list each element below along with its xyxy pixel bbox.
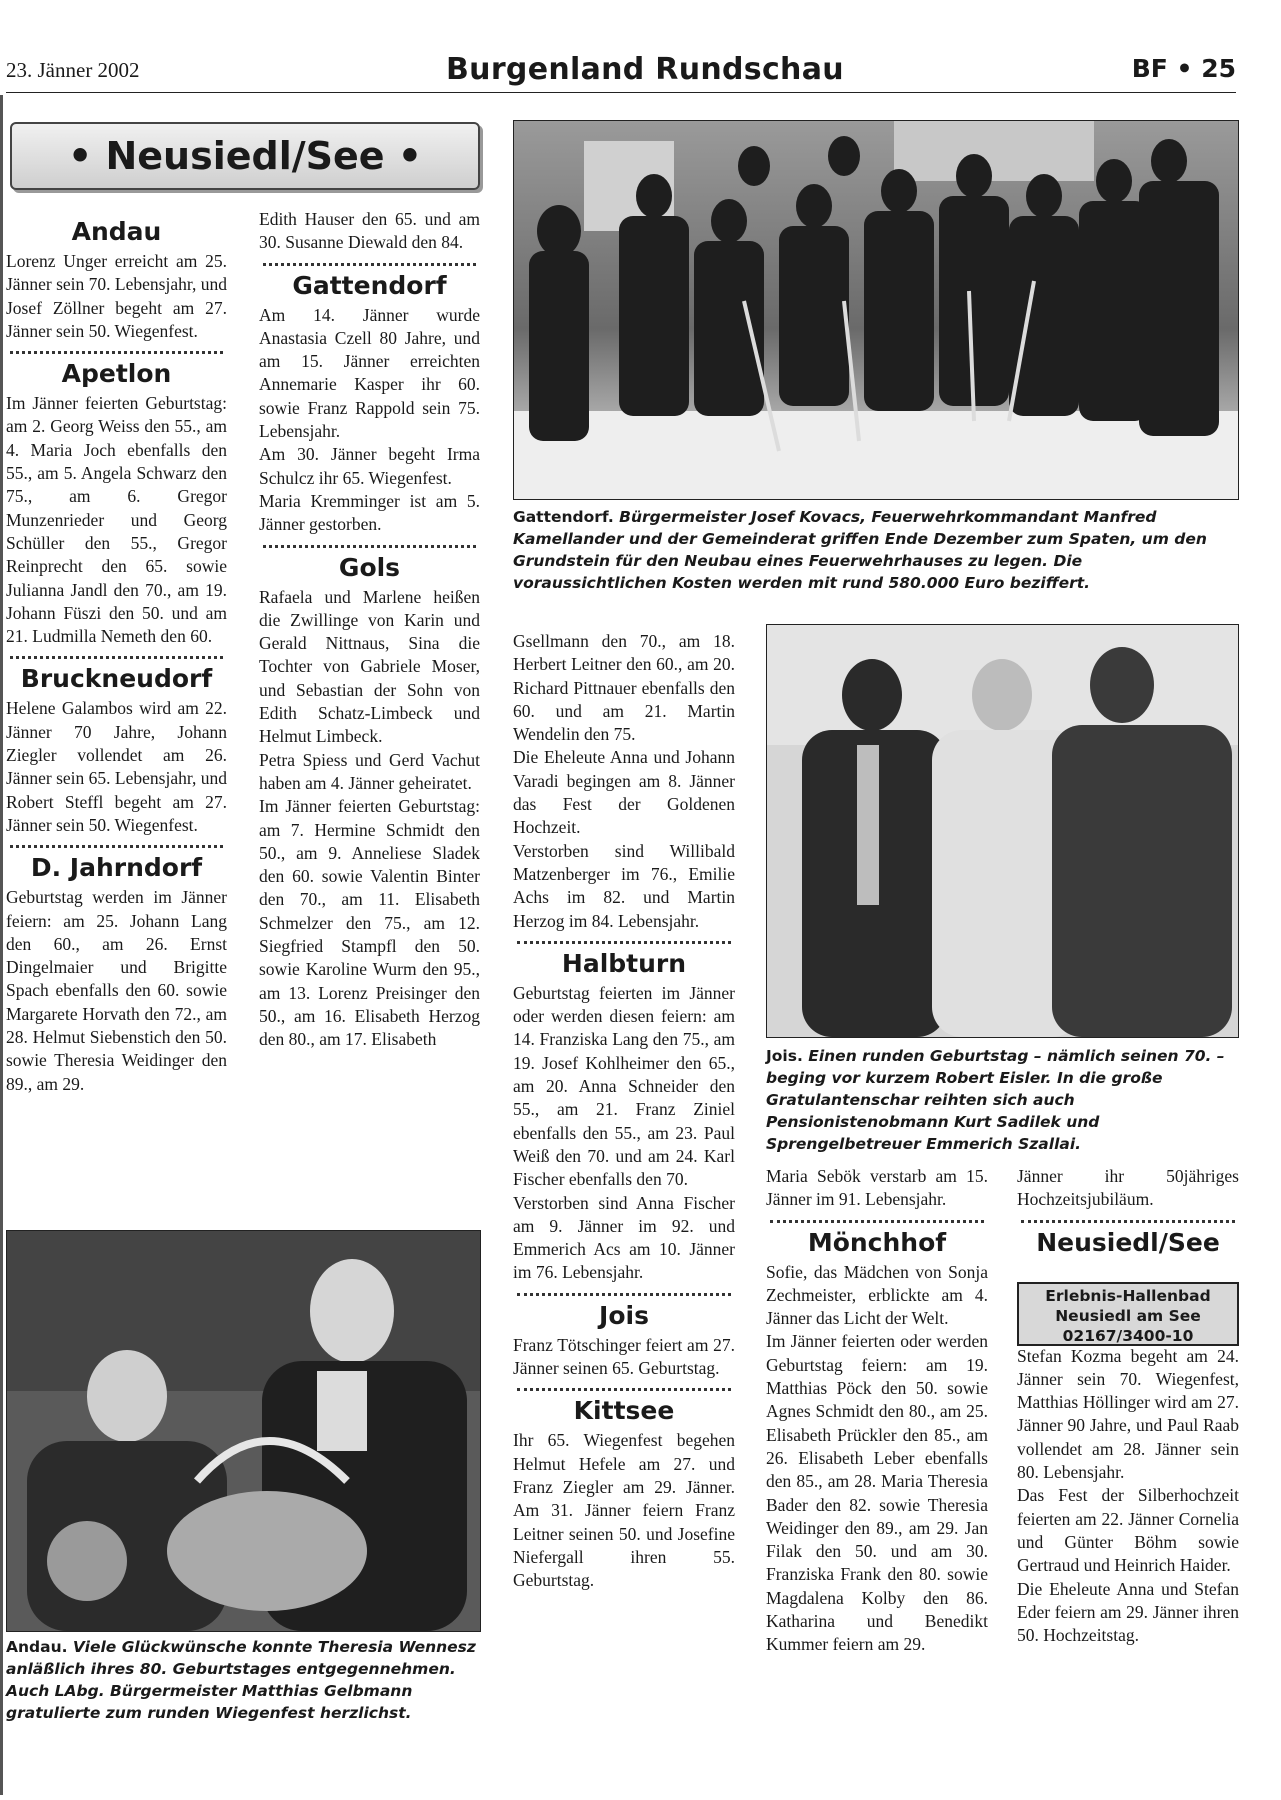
photo-andau — [6, 1230, 481, 1632]
newspaper-title: Burgenland Rundschau — [446, 52, 844, 87]
article-paragraph: Stefan Kozma begeht am 24. Jänner sein 70. Wiegenfest, Matthias Höllinger wird am 27. Jänner 90 Jahre, und Paul Raab vollendet am 28. Jänner sein 80. Lebensjahr. — [1017, 1345, 1239, 1483]
page-number: BF • 25 — [1131, 54, 1236, 83]
article-paragraph: Die Eheleute Anna und Johann Varadi begingen am 8. Jänner das Fest der Goldenen Hochzeit. — [513, 747, 735, 838]
article-paragraph: Geburtstag feierten im Jänner oder werden diesen feiern: am 14. Franziska Lang den 75., am 19. Josef Kohlheimer den 65., am 20. Anna Schneider den 55., am 21. Franz Ziniel ebenfalls den 55., am 23. Paul Weiß den 70. und am 24. Karl Fischer ebenfalls den 70. — [513, 982, 735, 1190]
article-paragraph: Im Jänner feierten Geburtstag: am 7. Hermine Schmidt den 50., am 9. Anneliese Sladek den 60. sowie Valentin Binter den 70., am 11. Elisabeth Schmelzer den 75., am 12. Siegfried Stampfl den 50. sowie Karoline Wurm den 95., am 13. Lorenz Preisinger den 50., am 16. Elisabeth Herzog den 80., am 17. Elisabeth — [259, 796, 480, 1050]
article-paragraph: Das Fest der Silberhochzeit feierten am 22. Jänner Cornelia und Günter Böhm sowie Gertraud und Heinrich Haider. — [1017, 1485, 1239, 1576]
article-paragraph: Verstorben sind Willibald Matzenberger im 76., Emilie Achs im 82. und Martin Herzog im 84. Lebensjahr. — [513, 840, 735, 931]
article-paragraph: Franz Tötschinger feiert am 27. Jänner seinen 65. Geburtstag. — [513, 1334, 735, 1379]
photo-jois — [766, 624, 1239, 1038]
column-4 — [766, 1165, 988, 1657]
ad-line-2: Neusiedl am See — [1055, 1307, 1201, 1325]
column-5 — [1017, 1165, 1239, 1647]
section-banner: • Neusiedl/See • — [10, 122, 480, 190]
article-paragraph: Lorenz Unger erreicht am 25. Jänner sein 70. Lebensjahr, und Josef Zöllner begeht am 27. Jänner sein 50. Wiegenfest. — [6, 251, 227, 341]
article-paragraph: Maria Sebök verstarb am 15. Jänner im 91. Lebensjahr. — [766, 1166, 988, 1210]
article-paragraph: Am 14. Jänner wurde Anastasia Czell 80 Jahre, und am 15. Jänner erreichten Annemarie Kasper ihr 60. sowie Franz Rappold sein 75. Lebensjahr. — [259, 304, 480, 442]
divider — [263, 545, 476, 548]
article-paragraph: Die Eheleute Anna und Stefan Eder feiern am 29. Jänner ihren 50. Hochzeitstag. — [1017, 1578, 1239, 1646]
divider — [10, 845, 223, 848]
article-paragraph: Helene Galambos wird am 22. Jänner 70 Jahre, Johann Ziegler vollendet am 26. Jänner sein 65. Lebensjahr, und Robert Steffl begeht am 27. Jänner sein 50. Wiegenfest. — [6, 698, 227, 835]
photo-gattendorf — [513, 120, 1239, 500]
article-paragraph: Sofie, das Mädchen von Sonja Zechmeister, erblickte am 4. Jänner das Licht der Welt. — [766, 1261, 988, 1329]
caption-jois — [766, 1045, 1238, 1155]
town-heading: Jois — [599, 1300, 649, 1330]
town-heading: Halbturn — [561, 948, 687, 978]
column-2 — [259, 208, 480, 1052]
article-paragraph: Verstorben sind Anna Fischer am 9. Jänner im 92. und Emmerich Acs am 10. Jänner im 76. Lebensjahr. — [513, 1192, 735, 1283]
town-heading: Mönchhof — [807, 1227, 947, 1257]
divider — [10, 656, 223, 659]
divider — [263, 263, 476, 266]
town-heading: D. Jahrndorf — [30, 853, 203, 883]
caption-jois-text: Einen runden Geburtstag – nämlich seinen 70. – beging vor kurzem Robert Eisler. In die große Gratulantenschar reihten sich auch Pensionistenobmann Kurt Sadilek und Sprengelbetreuer Emmerich Szallai. — [766, 1047, 1225, 1153]
article-paragraph: Maria Kremminger ist am 5. Jänner gestorben. — [259, 490, 480, 535]
caption-gattendorf-lead: Gattendorf. — [513, 508, 614, 526]
divider — [1021, 1220, 1235, 1223]
town-heading: Apetlon — [61, 359, 172, 389]
article-paragraph: Ihr 65. Wiegenfest begehen Helmut Hefele am 27. und Franz Ziegler am 29. Jänner. Am 31. Jänner feiern Franz Leitner seinen 50. und Josefine Niefergall ihren 55. Geburtstag. — [513, 1430, 735, 1591]
article-paragraph: Edith Hauser den 65. und am 30. Susanne Diewald den 84. — [259, 209, 480, 253]
article-paragraph: Im Jänner feierten Geburtstag: am 2. Georg Weiss den 55., am 4. Maria Joch ebenfalls den 55., am 5. Angela Schwarz den 75., am 6. Gregor Munzenrieder und Georg Schüller den 55., Gregor Reinprecht den 65. sowie Julianna Jandl den 70., am 19. Johann Füszi den 50. und am 21. Ludmilla Nemeth den 60. — [6, 393, 227, 647]
divider — [517, 941, 731, 944]
town-heading: Bruckneudorf — [20, 664, 213, 694]
page-edge — [0, 95, 3, 1795]
column-1 — [6, 214, 227, 1096]
town-heading: Andau — [71, 217, 162, 246]
town-heading-neusiedl: Neusiedl/See — [1036, 1227, 1220, 1257]
divider — [517, 1293, 731, 1296]
issue-date: 23. Jänner 2002 — [6, 58, 140, 82]
article-paragraph: Gsellmann den 70., am 18. Herbert Leitner den 60., am 20. Richard Pittnauer ebenfalls den 60. und am 21. Martin Wendelin den 75. — [513, 631, 735, 745]
column-3 — [513, 630, 735, 1592]
article-paragraph: Am 30. Jänner begeht Irma Schulcz ihr 65. Wiegenfest. — [259, 444, 480, 488]
article-paragraph: Im Jänner feierten oder werden Geburtstag feiern: am 19. Matthias Pöck den 50. sowie Agnes Schmidt den 80., am 25. Elisabeth Prückler den 85., am 26. Elisabeth Leber ebenfalls den 85., am 28. Maria Theresia Bader den 82. sowie Theresia Weidinger den 89., am 29. Jan Filak den 50. und am 30. Franziska Frank den 80. sowie Magdalena Kolby den 86. Katharina und Benedikt Kummer feiern am 29. — [766, 1331, 988, 1655]
caption-andau — [6, 1636, 480, 1724]
article-paragraph: Petra Spiess und Gerd Vachut haben am 4. Jänner geheiratet. — [259, 749, 480, 793]
article-paragraph: Geburtstag werden im Jänner feiern: am 25. Johann Lang den 60., am 26. Ernst Dingelmaier und Brigitte Spach ebenfalls den 60. sowie Margarete Horvath den 72., am 28. Helmut Siebenstich den 50. sowie Theresia Weidinger den 89., am 29. — [6, 887, 227, 1094]
ad-line-1: Erlebnis-Hallenbad — [1045, 1287, 1211, 1305]
town-heading: Gols — [338, 552, 401, 582]
caption-jois-lead: Jois. — [766, 1047, 803, 1065]
page-header — [6, 52, 1236, 93]
ad-hallenbad — [1017, 1282, 1239, 1346]
town-heading: Gattendorf — [292, 270, 447, 300]
divider — [517, 1388, 731, 1391]
divider — [10, 351, 223, 354]
town-heading: Kittsee — [573, 1396, 675, 1426]
caption-andau-text: Viele Glückwünsche konnte Theresia Wennesz anläßlich ihres 80. Geburtstages entgegennehmen. Auch LAbg. Bürgermeister Matthias Gelbmann gratulierte zum runden Wiegenfest herzlichst. — [6, 1638, 476, 1722]
caption-gattendorf-text: Bürgermeister Josef Kovacs, Feuerwehrkommandant Manfred Kamellander und der Gemeinderat griffen Ende Dezember zum Spaten, um den Grundstein für den Neubau eines Feuerwehrhauses zu legen. Die voraussichtlichen Kosten werden mit rund 580.000 Euro beziffert. — [513, 508, 1207, 592]
divider — [770, 1220, 984, 1223]
caption-andau-lead: Andau. — [6, 1638, 68, 1656]
article-paragraph: Rafaela und Marlene heißen die Zwillinge von Karin und Gerald Nittnaus, Sina die Tochter von Gabriele Moser, und Sebastian der Sohn von Edith Schatz-Limbeck und Helmut Limbeck. — [259, 586, 480, 747]
caption-gattendorf — [513, 506, 1238, 594]
ad-phone: 02167/3400-10 — [1062, 1327, 1194, 1345]
column-5-lead: Jänner ihr 50jähriges Hochzeitsjubiläum. — [1017, 1166, 1239, 1210]
